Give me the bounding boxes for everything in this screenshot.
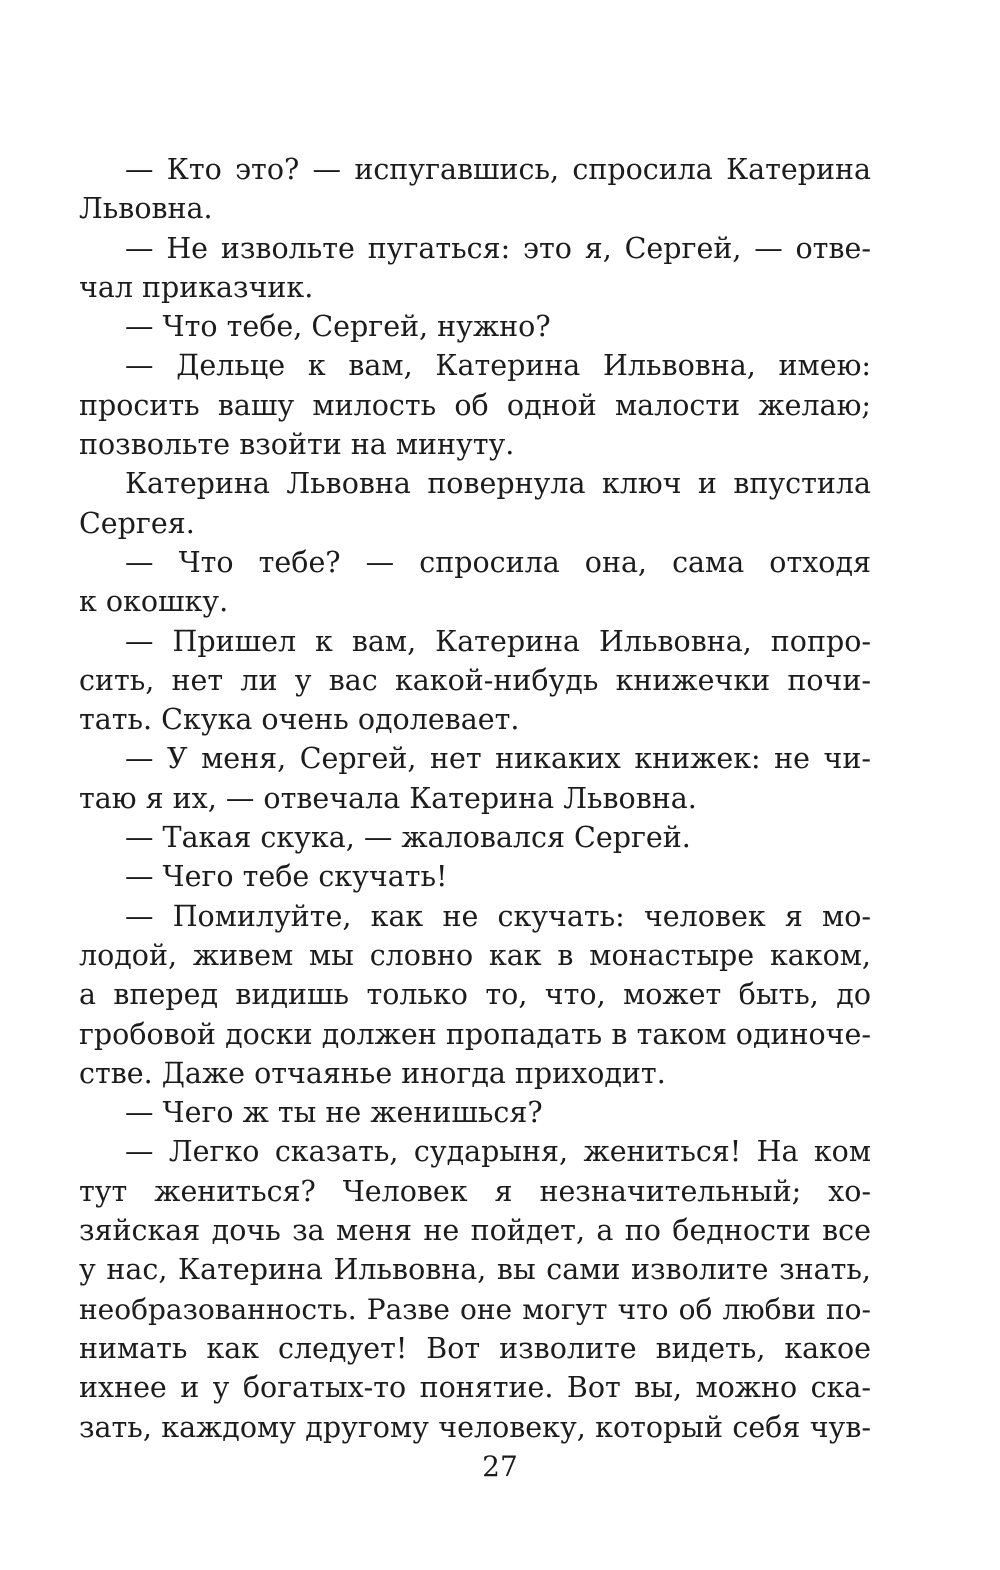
text-line: гробовой доски должен пропадать в таком одиноче- xyxy=(79,1017,871,1051)
text-line: у нас, Катерина Ильвовна, вы сами изволите знать, xyxy=(79,1253,871,1287)
text-line: а вперед видишь только то, что, может быть, до xyxy=(79,978,871,1012)
text-line: сить, нет ли у вас какой-нибудь книжечки почи- xyxy=(79,663,871,697)
text-line: позвольте взойти на минуту. xyxy=(79,428,515,462)
text-line: нимать как следует! Вот изволите видеть, какое xyxy=(79,1331,871,1365)
page-number: 27 xyxy=(482,1450,518,1483)
text-line: — У меня, Сергей, нет никаких книжек: не чи- xyxy=(125,742,871,776)
text-line: — Легко сказать, сударыня, жениться! На ком xyxy=(125,1135,871,1169)
text-line: зать, каждому другому человеку, который себя чув- xyxy=(79,1410,871,1444)
text-line: таю я их, — отвечала Катерина Львовна. xyxy=(79,781,697,815)
text-line: — Не извольте пугаться: это я, Сергей, — отве- xyxy=(125,231,871,265)
text-line: стве. Даже отчаянье иногда приходит. xyxy=(79,1056,666,1090)
text-line: Сергея. xyxy=(79,506,195,540)
text-line: — Кто это? — испугавшись, спросила Катерина xyxy=(125,153,871,186)
text-line: необразованность. Разве оне могут что об любви по- xyxy=(79,1292,871,1326)
text-line: — Чего ж ты не женишься? xyxy=(125,1096,543,1130)
text-line: тать. Скука очень одолевает. xyxy=(79,703,520,737)
text-line: к окошку. xyxy=(79,585,229,619)
text-line: зяйская дочь за меня не пойдет, а по бедности все xyxy=(79,1214,871,1248)
text-line: Катерина Львовна повернула ключ и впустила xyxy=(125,467,871,501)
text-line: — Помилуйте, как не скучать: человек я мо- xyxy=(125,899,871,933)
body-text xyxy=(79,150,871,1447)
text-line: ихнее и у богатых-то понятие. Вот вы, можно ска- xyxy=(79,1371,871,1405)
text-line: чал приказчик. xyxy=(79,270,314,304)
text-line: — Чего тебе скучать! xyxy=(125,860,448,894)
text-line: лодой, живем мы словно как в монастыре каком, xyxy=(79,938,871,972)
text-line: Львовна. xyxy=(79,192,213,226)
text-line: — Такая скука, — жаловался Сергей. xyxy=(125,821,691,855)
text-line: — Пришел к вам, Катерина Ильвовна, попро- xyxy=(125,624,871,658)
text-line: — Что тебе, Сергей, нужно? xyxy=(125,310,551,344)
text-line: просить вашу милость об одной малости желаю; xyxy=(79,388,871,422)
text-line: тут жениться? Человек я незначительный; хо- xyxy=(79,1174,871,1208)
text-line: — Дельце к вам, Катерина Ильвовна, имею: xyxy=(125,349,871,383)
text-line: — Что тебе? — спросила она, сама отходя xyxy=(125,545,871,579)
